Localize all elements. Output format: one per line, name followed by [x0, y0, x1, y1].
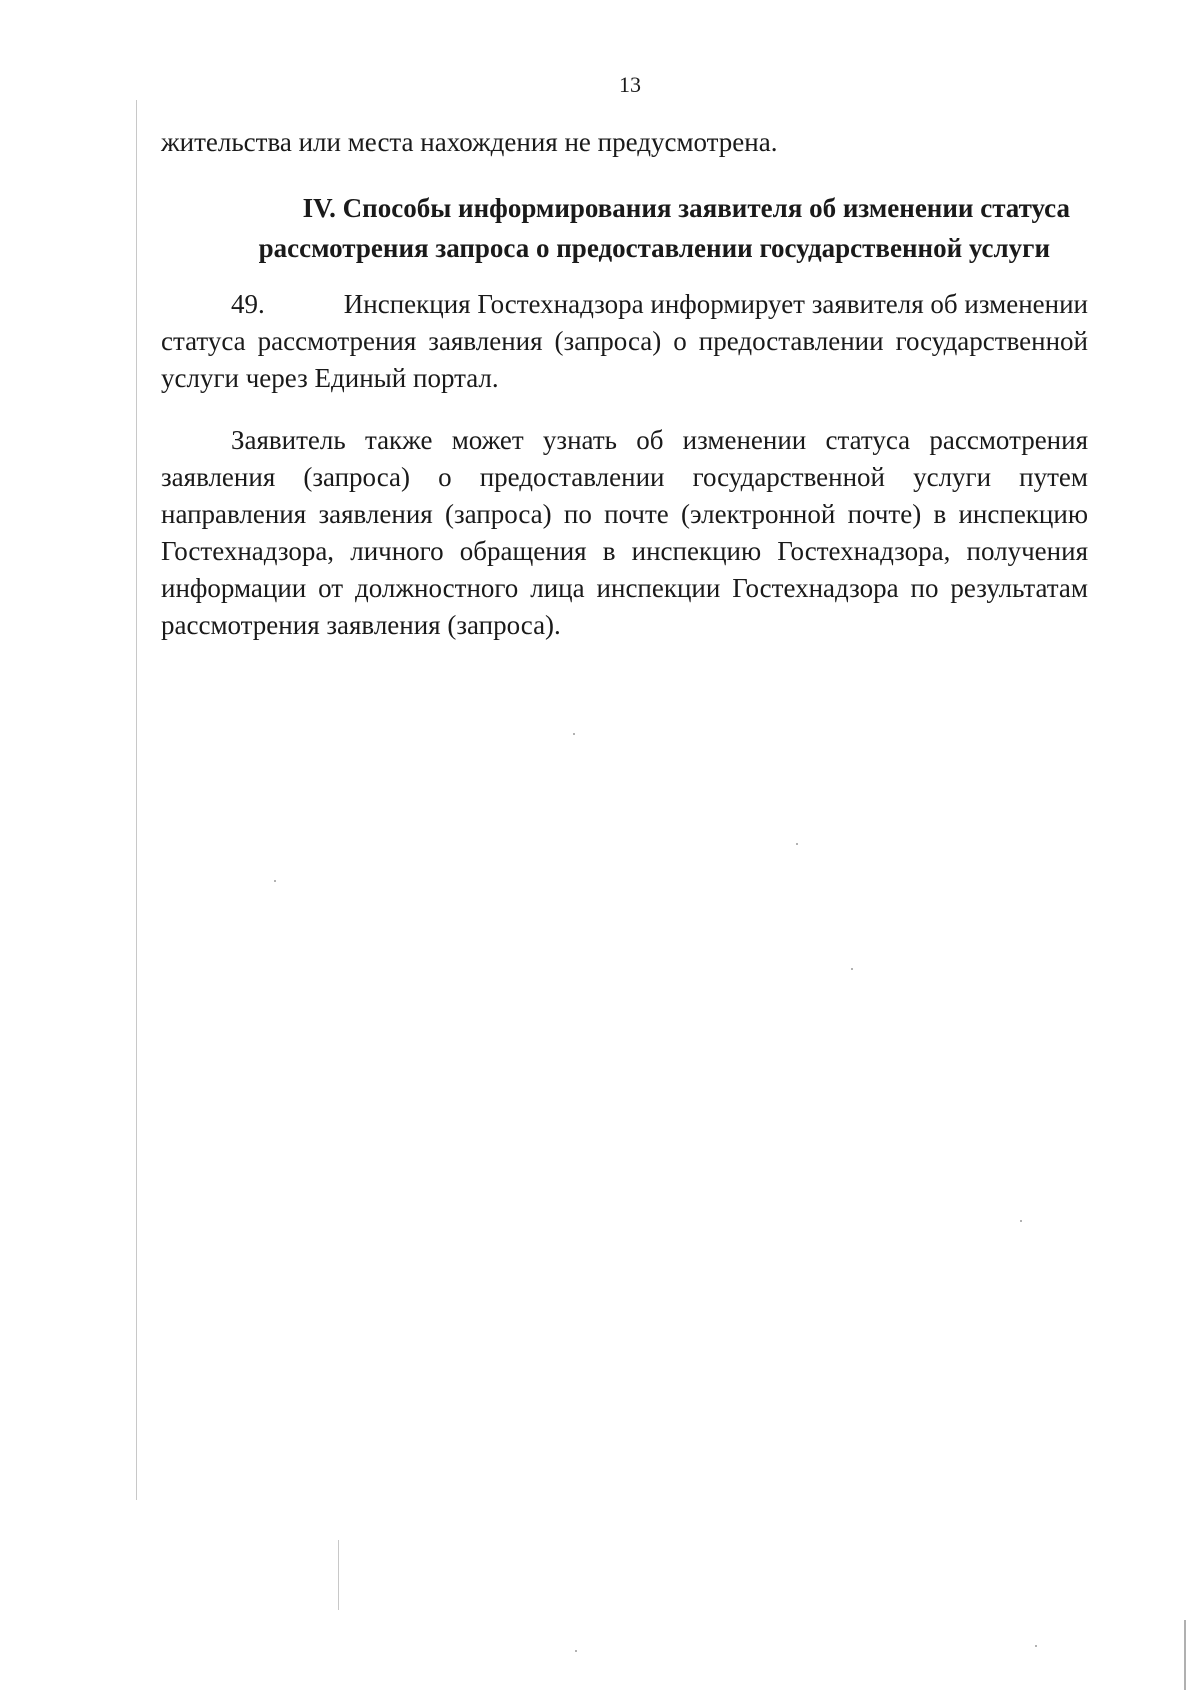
paragraph-49 — [161, 286, 1088, 397]
scan-speck — [1020, 1220, 1022, 1222]
scan-margin-line — [338, 1540, 339, 1610]
scan-speck — [796, 843, 798, 845]
section-title-line1: IV. Способы информирования заявителя об изменении статуса — [302, 193, 1070, 223]
paragraph-applicant: Заявитель также может узнать об изменении статуса рассмотрения заявления (запроса) о предоставлении государственной услуги путем направления заявления (запроса) по почте (электронной почте) в инспекцию Гостехнадзора, личного обращения в инспекцию Гостехнадзора, получения информации от должностного лица инспекции Гостехнадзора по результатам рассмотрения заявления (запроса). — [161, 425, 1088, 640]
scan-speck — [274, 880, 276, 882]
scan-margin-line — [136, 100, 137, 1500]
page-number: 13 — [619, 72, 641, 97]
scan-edge-line — [1184, 1620, 1186, 1690]
section-heading — [161, 188, 1088, 268]
paragraph-49-first-line-text: Инспекция Гостехнадзора информирует заявителя об изменении — [343, 289, 1088, 319]
paragraph-number: 49. — [231, 289, 265, 319]
paragraph-49-rest: статуса рассмотрения заявления (запроса) о предоставлении государственной услуги через Единый портал. — [161, 326, 1088, 393]
paragraph-49-first-line — [161, 286, 1088, 323]
scan-speck — [575, 1650, 577, 1652]
section-title-line2: рассмотрения запроса о предоставлении государственной услуги — [258, 233, 1050, 263]
scan-speck — [1035, 1645, 1037, 1647]
scan-speck — [573, 733, 575, 735]
scan-speck — [851, 968, 853, 970]
continuation-text: жительства или места нахождения не предусмотрена. — [161, 127, 778, 157]
